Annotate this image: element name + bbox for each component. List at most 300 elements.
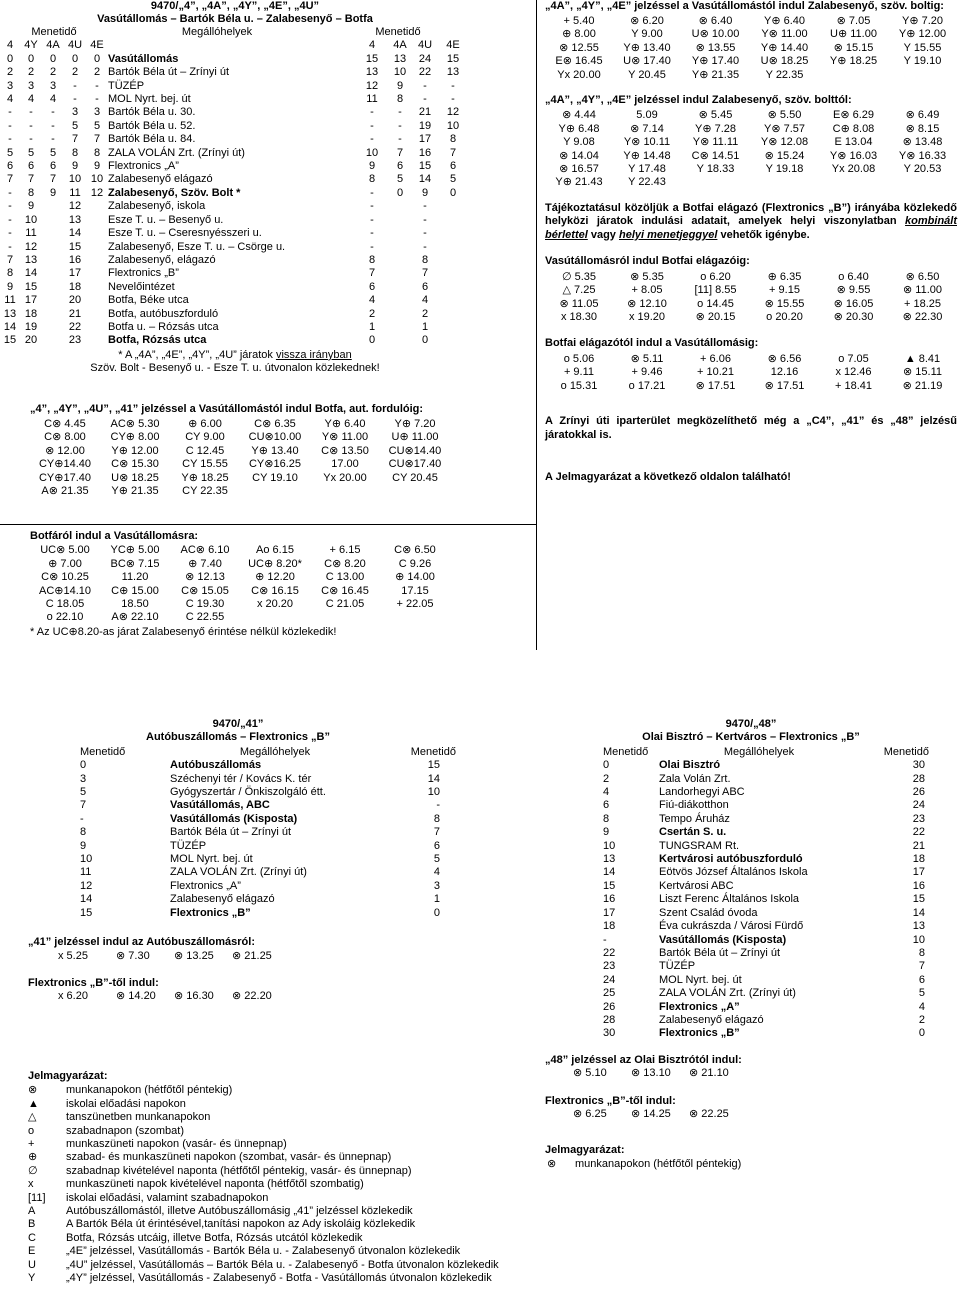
table-row — [603, 799, 933, 812]
departure-time — [310, 485, 380, 498]
departure-time: Yx 20.00 — [323, 471, 367, 484]
departure-time — [681, 176, 750, 189]
departure-time: CY 19.10 — [252, 471, 298, 484]
runtime-cell: 4 — [918, 1000, 925, 1013]
runtime-cell: 18 — [68, 280, 82, 293]
route-41-table — [80, 746, 480, 920]
time-row — [545, 271, 957, 284]
departure-time: ⊗ 14.20 — [116, 990, 156, 1003]
runtime-cell: 9 — [396, 79, 404, 92]
column-header — [326, 39, 358, 52]
time-row — [545, 136, 957, 149]
runtime-cell: 7 — [27, 173, 35, 186]
t41-stops-header: Megállóhelyek — [239, 745, 311, 758]
route-4-note-2: Szöv. Bolt - Besenyő u. - Esze T. u. útvonalon közlekednek! — [90, 362, 380, 375]
runtime-cell — [42, 281, 64, 294]
departure-time: CU⊗10.00 — [248, 431, 302, 444]
departure-time: ⊗ 11.00 — [903, 284, 942, 297]
stop-name: Flextronics „A” — [108, 160, 179, 173]
runtime-cell — [386, 254, 414, 267]
runtime-cell: - — [370, 200, 374, 213]
time-row — [545, 28, 957, 41]
runtime-cell: 22 — [912, 826, 925, 839]
runtime-cell — [436, 334, 470, 347]
table-row — [0, 106, 470, 119]
departure-time: ⊗ 21.10 — [689, 1067, 729, 1080]
runtime-cell: 9 — [421, 186, 429, 199]
runtime-cell — [436, 254, 470, 267]
note-prefix: * A „4A”, „4E”, „4Y”, „4U” járatok — [118, 348, 276, 361]
time-row — [30, 418, 450, 431]
legend-symbol: △ — [28, 1111, 37, 1124]
spacer-cell — [326, 267, 358, 280]
legend-next-page-note: A Jelmagyarázat a következő oldalon található! — [545, 471, 791, 484]
t48-legend-heading: Jelmagyarázat: — [545, 1144, 625, 1157]
runtime-cell — [42, 294, 64, 307]
stop-name: Nevelőintézet — [108, 280, 175, 293]
stop-name: Bartók Béla út – Zrínyi út — [108, 66, 230, 79]
time-row — [30, 485, 450, 498]
runtime-cell: 30 — [603, 1027, 616, 1040]
runtime-cell: 15 — [365, 52, 379, 65]
departure-time: 18.50 — [121, 598, 149, 611]
departure-time: C 19.30 — [185, 598, 225, 611]
departure-time: 11.20 — [121, 571, 149, 584]
runtime-cell: 7 — [6, 253, 14, 266]
runtime-cell: 7 — [421, 267, 429, 280]
route-4-note — [0, 349, 470, 362]
t48-dep1-heading: „48” jelzéssel az Olai Bisztrótól indul: — [545, 1053, 742, 1066]
legend-item — [28, 1098, 508, 1111]
time-row — [30, 544, 450, 557]
departure-time: Y 22.35 — [765, 68, 804, 81]
departure-time: C⊗ 10.25 — [41, 571, 89, 584]
departure-time: ⊗ 5.11 — [630, 352, 664, 365]
runtime-cell: 6 — [6, 160, 14, 173]
departure-time: ⊗ 6.50 — [905, 270, 940, 283]
runtime-cell: 2 — [6, 66, 14, 79]
departure-time: ⊗ 12.13 — [185, 571, 225, 584]
runtime-cell: - — [451, 93, 455, 106]
stop-name: Botfa u. – Rózsás utca — [108, 320, 219, 333]
runtime-cell — [86, 281, 108, 294]
from-botfa-heading: Botfáról indul a Vasútállomásra: — [30, 530, 199, 542]
table-row — [0, 281, 470, 294]
departure-time: A⊗ 21.35 — [41, 485, 89, 498]
departure-time: 12.16 — [770, 366, 799, 379]
time-row — [545, 69, 957, 82]
time-row — [545, 311, 957, 324]
departure-time: o 6.40 — [838, 270, 869, 283]
legend-item — [28, 1178, 508, 1191]
legend-item — [28, 1111, 508, 1124]
table-row — [80, 840, 480, 853]
legend-symbol: x — [28, 1178, 34, 1191]
runtime-cell: 15 — [68, 240, 82, 253]
runtime-cell: 4 — [49, 93, 57, 106]
table-row — [603, 893, 933, 906]
route-41-timetable — [28, 718, 456, 1004]
stop-name: Botfa, Rózsás utca — [108, 334, 207, 347]
table-row — [0, 294, 470, 307]
departure-time: + 6.06 — [700, 352, 731, 365]
table-row — [603, 907, 933, 920]
route-4-timetable — [0, 0, 470, 376]
t48-stops-header: Megállóhelyek — [723, 745, 795, 758]
runtime-cell: 9 — [603, 826, 610, 839]
stop-name: Zala Volán Zrt. — [659, 772, 731, 785]
spacer-cell — [326, 334, 358, 347]
runtime-cell: 3 — [6, 79, 14, 92]
departure-time: A⊗ 22.10 — [111, 611, 159, 624]
runtime-cell: 22 — [603, 946, 616, 959]
runtime-cell: 28 — [912, 772, 925, 785]
departure-time — [888, 69, 957, 82]
table-row — [0, 173, 470, 186]
legend-item — [28, 1218, 508, 1231]
departure-time: C⊗ 4.45 — [44, 418, 86, 430]
runtime-cell: 13 — [365, 66, 379, 79]
runtime-cell: 8 — [918, 946, 925, 959]
stop-name: Tempo Áruház — [659, 812, 730, 825]
runtime-cell — [42, 214, 64, 227]
runtime-cell — [42, 200, 64, 213]
departure-time: ⊗ 14.25 — [631, 1107, 671, 1120]
spacer-cell — [326, 214, 358, 227]
table-row — [80, 813, 480, 826]
spacer-cell — [326, 120, 358, 133]
runtime-cell: 7 — [396, 146, 404, 159]
column-header: 4E — [446, 39, 460, 52]
runtime-cell: 11 — [366, 93, 378, 106]
departure-time: Y 17.48 — [628, 163, 666, 176]
table-row — [603, 880, 933, 893]
table-row — [0, 334, 470, 347]
table-row — [603, 960, 933, 973]
departure-time: Y⊕ 21.35 — [111, 485, 159, 498]
runtime-cell: 8 — [396, 93, 404, 106]
runtime-cell: 2 — [49, 66, 57, 79]
runtime-cell: 6 — [49, 160, 57, 173]
departure-time: 5.09 — [636, 109, 658, 122]
runtime-cell: 23 — [912, 812, 925, 825]
departure-time: CY⊕ 8.00 — [110, 431, 160, 444]
departure-time: YC⊕ 5.00 — [110, 544, 160, 557]
departure-time: Y⊕ 14.40 — [760, 41, 809, 54]
departure-time: ⊕ 14.00 — [395, 571, 435, 584]
runtime-cell: 9 — [71, 160, 79, 173]
departure-time: UC⊗ 5.00 — [40, 544, 90, 557]
route-48-table — [603, 746, 933, 1041]
runtime-cell: 22 — [68, 320, 82, 333]
stop-name: Botfa, autóbuszforduló — [108, 307, 219, 320]
t48-runtime-header-left: Menetidő — [603, 745, 649, 758]
runtime-cell — [386, 321, 414, 334]
runtime-cell — [86, 334, 108, 347]
runtime-cell: 8 — [368, 253, 376, 266]
departure-time: CY 22.35 — [182, 485, 228, 498]
runtime-cell: 24 — [912, 799, 925, 812]
runtime-cell: 11 — [80, 866, 92, 879]
stop-name: TÜZÉP — [659, 960, 696, 973]
table-row — [0, 187, 470, 200]
runtime-cell: 6 — [27, 160, 35, 173]
legend-item — [28, 1084, 508, 1097]
departure-time: ⊗ 6.56 — [767, 352, 802, 365]
table-row — [0, 254, 470, 267]
stop-name: ZALA VOLÁN Zrt. (Zrínyi út) — [659, 987, 796, 1000]
runtime-cell — [86, 267, 108, 280]
runtime-cell: 14 — [24, 267, 38, 280]
runtime-cell: 0 — [71, 52, 79, 65]
spacer-cell — [326, 254, 358, 267]
legend-text: szabadnapon (szombat) — [66, 1124, 185, 1137]
legend-symbol: E — [28, 1245, 36, 1258]
runtime-cell: 8 — [603, 812, 610, 825]
departure-time: [11] 8.55 — [694, 284, 737, 297]
runtime-cell: 7 — [71, 133, 79, 146]
departure-time: Y 9.08 — [563, 136, 595, 149]
runtime-cell: - — [8, 106, 12, 119]
runtime-cell: 14 — [603, 866, 616, 879]
departure-time: ⊕ 7.00 — [48, 557, 82, 570]
runtime-cell — [386, 200, 414, 213]
departure-time: ⊗ 21.19 — [902, 379, 943, 392]
runtime-cell — [436, 241, 470, 254]
runtime-cell — [386, 334, 414, 347]
legend-text: iskolai előadási napokon — [66, 1097, 186, 1110]
runtime-cell: - — [73, 93, 77, 106]
runtime-cell — [436, 281, 470, 294]
departure-time: Y 22.43 — [628, 176, 666, 189]
departure-time: Y⊗ 16.33 — [898, 149, 947, 162]
departure-time — [819, 176, 888, 189]
runtime-cell: 13 — [912, 920, 925, 933]
departure-time: ⊗ 7.30 — [116, 949, 150, 962]
departure-time: ⊗ 5.45 — [698, 109, 733, 122]
runtime-cell: 2 — [27, 66, 35, 79]
spacer-cell — [326, 200, 358, 213]
runtime-cell: 5 — [433, 853, 440, 866]
spacer-cell — [326, 133, 358, 146]
departure-time: ⊗ 5.10 — [573, 1067, 607, 1080]
legend-symbol: [11] — [28, 1191, 46, 1204]
time-row — [545, 109, 957, 122]
table-row — [80, 799, 480, 812]
stops-header: Megállóhelyek — [181, 26, 253, 38]
runtime-cell: 17 — [603, 906, 616, 919]
time-row — [545, 150, 957, 163]
departure-time: ⊗ 13.48 — [902, 136, 943, 149]
t41-dep2-heading: Flextronics „B”-től indul: — [28, 976, 159, 989]
runtime-cell — [42, 334, 64, 347]
departure-time: Y 19.18 — [765, 163, 804, 176]
departure-time: C⊗ 8.20 — [324, 557, 366, 570]
departure-time: ⊗ 6.40 — [698, 15, 733, 27]
runtime-cell: 6 — [433, 839, 440, 852]
runtime-cell: 7 — [6, 173, 14, 186]
runtime-cell: - — [423, 213, 427, 226]
route-48-subtitle: Olai Bisztró – Kertváros – Flextronics „B” — [642, 731, 860, 744]
departure-time: ⊗ 16.05 — [833, 297, 874, 310]
stop-name: Zalabesenyő elágazó — [170, 893, 275, 906]
runtime-cell: 10 — [393, 66, 407, 79]
stop-name: TUNGSRAM Rt. — [659, 839, 740, 852]
stop-name: Gyógyszertár / Önkiszolgáló étt. — [170, 786, 326, 799]
column-header: 4E — [90, 39, 104, 52]
column-header: 4Y — [24, 39, 38, 52]
runtime-cell: 15 — [427, 759, 440, 772]
runtime-cell: 0 — [6, 52, 14, 65]
runtime-cell: 28 — [603, 1013, 616, 1026]
time-row — [30, 472, 450, 485]
departure-time: ⊕ 7.40 — [188, 557, 222, 570]
legend-text: szabadnap kivételével naponta (hétfőtől péntekig, vasár- és ünnepnap) — [66, 1164, 412, 1177]
stop-name: Eötvös József Általános Iskola — [659, 866, 808, 879]
departure-time: ⊗ 15.24 — [764, 149, 805, 162]
departure-time: ⊗ 4.44 — [562, 109, 596, 122]
stop-name: Esze T. u. – Besenyő u. — [108, 213, 224, 226]
runtime-cell: 26 — [912, 786, 925, 799]
runtime-cell — [436, 308, 470, 321]
table-row — [603, 773, 933, 786]
legend-items — [28, 1084, 508, 1285]
departure-time: C 22.55 — [185, 611, 225, 624]
departure-time: ⊗ 6.25 — [573, 1107, 607, 1120]
spacer-cell — [326, 160, 358, 173]
table-row — [603, 987, 933, 1000]
from-botfa-note: * Az UC⊕8.20-as járat Zalabesenyő érintése nélkül közlekedik! — [30, 625, 337, 638]
departure-time: AC⊗ 5.30 — [110, 418, 160, 430]
route-48-title: 9470/„48” — [725, 718, 777, 730]
departure-time: CY 9.00 — [185, 431, 225, 444]
departure-time: Y⊕ 18.25 — [181, 471, 229, 484]
runtime-cell: 5 — [93, 119, 101, 132]
time-row — [545, 123, 957, 136]
departure-time: ∅ 5.35 — [561, 270, 597, 283]
runtime-cell: 0 — [433, 906, 440, 919]
departure-time: U⊕ 11.00 — [391, 431, 439, 444]
runtime-cell: 16 — [418, 146, 432, 159]
runtime-cell: 21 — [912, 839, 925, 852]
departure-time — [240, 611, 310, 624]
spacer-cell — [326, 227, 358, 240]
departure-time: Y⊗ 11.00 — [321, 431, 369, 444]
stop-name: ZALA VOLÁN Zrt. (Zrínyi út) — [170, 866, 307, 879]
table-row — [603, 947, 933, 960]
departure-time: ⊗ 7.14 — [630, 122, 664, 135]
runtime-cell: 1 — [368, 320, 376, 333]
column-header: 4 — [368, 39, 376, 52]
departure-time: 17.00 — [331, 458, 359, 471]
departure-time: U⊗ 17.40 — [623, 55, 671, 68]
stop-name: Csertán S. u. — [659, 826, 727, 839]
runtime-cell: 9 — [80, 839, 87, 852]
legend-text: szabad- és munkaszüneti napokon (szombat, vasár- és ünnepnap) — [66, 1151, 392, 1164]
table-row — [0, 308, 470, 321]
legend-symbol: U — [28, 1258, 36, 1271]
departure-time: C⊗ 6.35 — [254, 418, 296, 430]
runtime-cell — [42, 227, 64, 240]
stop-name: Flextronics „B” — [108, 267, 179, 280]
departure-time: x 12.46 — [835, 366, 872, 379]
stop-name: TÜZÉP — [170, 839, 207, 852]
runtime-cell — [42, 321, 64, 334]
runtime-cell: 14 — [418, 173, 432, 186]
departure-time: C⊗ 14.51 — [691, 149, 740, 162]
table-row — [0, 267, 470, 280]
departure-time: x 5.25 — [58, 949, 88, 962]
stop-name: Vasútállomás (Kisposta) — [170, 812, 298, 825]
table-row — [0, 80, 470, 93]
spacer-cell — [326, 106, 358, 119]
runtime-cell — [86, 214, 108, 227]
runtime-cell: 12 — [446, 106, 460, 119]
departure-time: Y⊕ 7.20 — [394, 418, 436, 430]
runtime-cell: 14 — [3, 320, 17, 333]
departure-time: U⊗ 18.25 — [760, 55, 809, 68]
t41-dep1-heading: „41” jelzéssel indul az Autóbuszállomásról: — [28, 936, 255, 949]
runtime-cell: 3 — [93, 106, 101, 119]
runtime-cell — [86, 308, 108, 321]
spacer-cell — [326, 321, 358, 334]
legend-symbol: B — [28, 1218, 36, 1231]
to-botfa-junction-heading: Vasútállomásról indul Botfai elágazóig: — [545, 255, 750, 268]
table-row — [80, 880, 480, 893]
stop-name: Bartók Béla u. 52. — [108, 119, 196, 132]
departure-time: + 9.46 — [631, 366, 663, 379]
runtime-cell: - — [423, 79, 427, 92]
runtime-cell: 6 — [918, 973, 925, 986]
runtime-cell: 8 — [368, 173, 376, 186]
table-row — [80, 759, 480, 772]
departure-time: + 10.21 — [696, 366, 734, 379]
departure-time: C 18.05 — [45, 598, 85, 611]
departure-time — [819, 69, 888, 82]
runtime-cell: 0 — [603, 759, 610, 772]
runtime-cell: - — [370, 119, 374, 132]
departure-time: CY 15.55 — [182, 458, 228, 471]
runtime-cell: 16 — [68, 253, 82, 266]
departure-time: Y⊗ 12.08 — [760, 136, 809, 149]
departure-time: ⊕ 12.20 — [255, 571, 295, 584]
departure-time: Y 20.53 — [903, 163, 942, 176]
runtime-cell: - — [8, 119, 12, 132]
departure-time: C⊗ 13.50 — [321, 444, 369, 457]
departure-time — [380, 611, 450, 624]
runtime-cell: 15 — [912, 893, 925, 906]
runtime-cell: 4 — [27, 93, 35, 106]
table-row — [603, 786, 933, 799]
departure-time: x 6.20 — [58, 990, 88, 1003]
departure-time: + 9.11 — [563, 366, 595, 379]
time-row — [545, 353, 957, 366]
runtime-cell: 10 — [80, 853, 93, 866]
runtime-cell — [86, 200, 108, 213]
departure-time: ⊗ 21.25 — [232, 949, 272, 962]
time-row — [545, 380, 957, 393]
runtime-cell: 18 — [603, 920, 616, 933]
legend-item — [28, 1259, 508, 1272]
runtime-cell: - — [370, 240, 374, 253]
departure-time: o 7.05 — [838, 352, 869, 365]
departure-time: Y 9.00 — [631, 28, 663, 41]
stop-name: Flextronics „B” — [659, 1027, 740, 1040]
legend-symbol: Y — [28, 1272, 36, 1285]
info-combined-pass: kombinált bérlettel — [545, 215, 957, 241]
table-row — [0, 241, 470, 254]
runtime-cell: - — [436, 799, 440, 812]
